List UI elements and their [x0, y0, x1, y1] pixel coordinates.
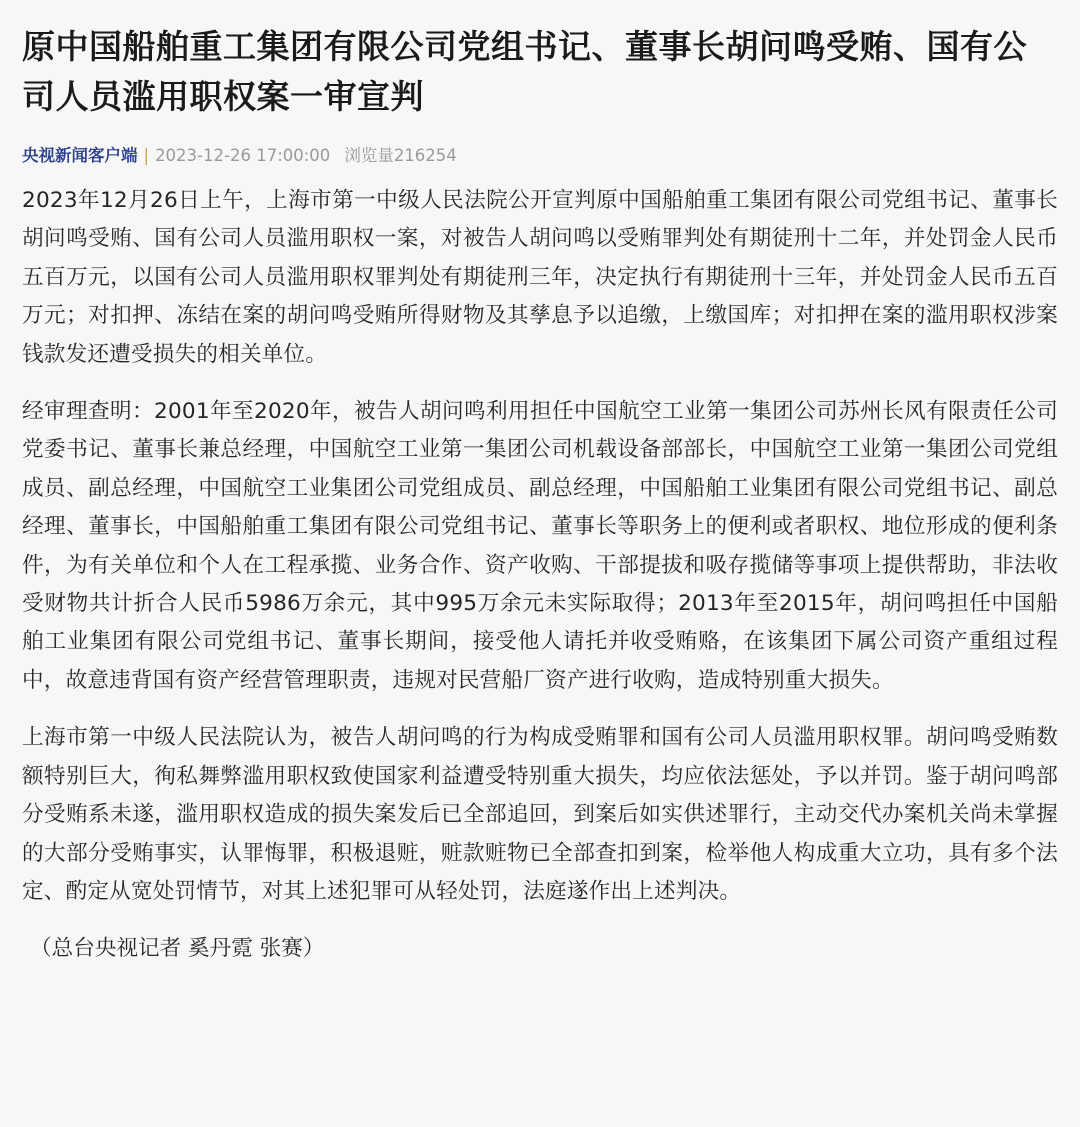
- article-body: [22, 182, 1058, 968]
- article-meta: [22, 144, 1058, 168]
- source-link[interactable]: 央视新闻客户端: [22, 146, 138, 165]
- reporter-credit: （总台央视记者 奚丹霓 张赛）: [30, 936, 325, 962]
- view-count: 浏览量216254: [344, 146, 457, 165]
- paragraph-court-opinion: 上海市第一中级人民法院认为，被告人胡问鸣的行为构成受贿罪和国有公司人员滥用职权罪。胡问鸣受贿数额特别巨大，徇私舞弊滥用职权致使国家利益遭受特别重大损失，均应依法惩处，予以并罚。鉴于胡问鸣部分受贿系未遂，滥用职权造成的损失案发后已全部追回，到案后如实供述罪行，主动交代办案机关尚未掌握的大部分受贿事实，认罪悔罪，积极退赃，赃款赃物已全部查扣到案，检举他人构成重大立功，具有多个法定、酌定从宽处罚情节，对其上述犯罪可从轻处罚，法庭遂作出上述判决。: [22, 725, 1058, 904]
- meta-separator: |: [143, 146, 150, 165]
- publish-datetime: 2023-12-26 17:00:00: [155, 146, 331, 165]
- article-title: 原中国船舶重工集团有限公司党组书记、董事长胡问鸣受贿、国有公司人员滥用职权案一审宣判: [22, 27, 1027, 116]
- paragraph-verdict: 2023年12月26日上午，上海市第一中级人民法院公开宣判原中国船舶重工集团有限公司党组书记、董事长胡问鸣受贿、国有公司人员滥用职权一案，对被告人胡问鸣以受贿罪判处有期徒刑十二年，并处罚金人民币五百万元，以国有公司人员滥用职权罪判处有期徒刑三年，决定执行有期徒刑十三年，并处罚金人民币五百万元；对扣押、冻结在案的胡问鸣受贿所得财物及其孳息予以追缴，上缴国库；对扣押在案的滥用职权涉案钱款发还遭受损失的相关单位。: [22, 188, 1058, 367]
- paragraph-findings: 经审理查明：2001年至2020年，被告人胡问鸣利用担任中国航空工业第一集团公司苏州长风有限责任公司党委书记、董事长兼总经理，中国航空工业第一集团公司机载设备部部长，中国航空工业第一集团公司党组成员、副总经理，中国航空工业集团公司党组成员、副总经理，中国船舶工业集团有限公司党组书记、副总经理、董事长，中国船舶重工集团有限公司党组书记、董事长等职务上的便利或者职权、地位形成的便利条件，为有关单位和个人在工程承揽、业务合作、资产收购、干部提拔和吸存揽储等事项上提供帮助，非法收受财物共计折合人民币5986万余元，其中995万余元未实际取得；2013年至2015年，胡问鸣担任中国船舶工业集团有限公司党组书记、董事长期间，接受他人请托并收受贿赂，在该集团下属公司资产重组过程中，故意违背国有资产经营管理职责，违规对民营船厂资产进行收购，造成特别重大损失。: [22, 399, 1058, 693]
